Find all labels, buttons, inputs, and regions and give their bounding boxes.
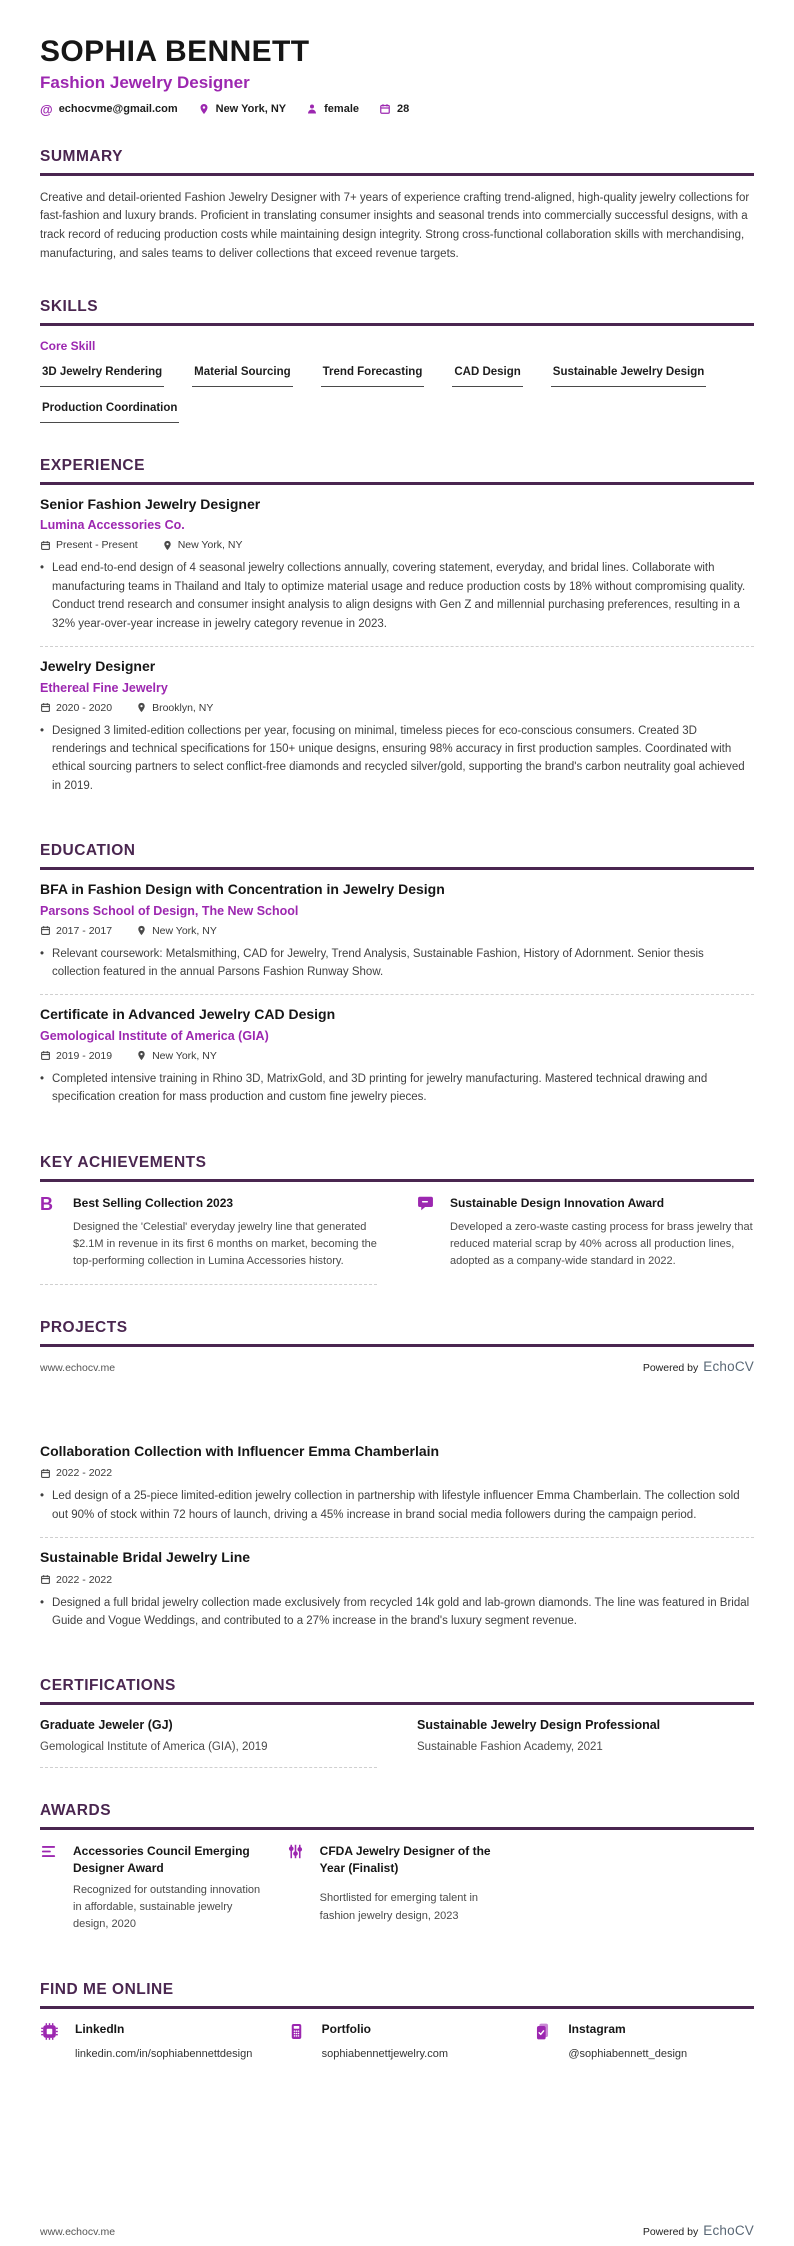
projects-heading: PROJECTS (40, 1319, 754, 1347)
online-link-label[interactable]: Instagram (568, 2021, 626, 2036)
education-entry-bullet: • Completed intensive training in Rhino 3D, MatrixGold, and 3D printing for jewelry manufacturing. Mastered technical drawing and specification creation for mass production and custom fine jewelry pieces. (40, 1070, 754, 1107)
experience-entry-title: Jewelry Designer (40, 658, 156, 674)
education-entry-school: Gemological Institute of America (GIA) (40, 1028, 269, 1043)
entry-location: New York, NY (136, 925, 217, 937)
contact-location-text: New York, NY (215, 103, 287, 115)
section-certifications (40, 1677, 754, 1768)
experience-entry-bullet: • Lead end-to-end design of 4 seasonal jewelry collections annually, covering statement, everyday, and bridal lines. Collaborate with manufacturing teams in Thailand and Italy to optimize material usage and reduce production costs by 18% without compromising quality. Conduct trend research and consumer insight analysis to align designs with Gen Z and millennial purchasing preferences, resulting in a 32% year-over-year increase in jewelry category revenue in 2023. (40, 559, 754, 633)
certifications-heading: CERTIFICATIONS (40, 1677, 754, 1705)
calendar-icon (40, 925, 51, 936)
education-entry-title: Certificate in Advanced Jewelry CAD Design (40, 1006, 336, 1023)
section-skills (40, 298, 754, 423)
award-title: CFDA Jewelry Designer of the Year (Finalist) (319, 1844, 491, 1875)
skill-chip: Sustainable Jewelry Design (551, 366, 706, 387)
project-entry-meta (40, 1467, 754, 1479)
award-text: Recognized for outstanding innovation in affordable, sustainable jewelry design, 2020 (73, 1883, 261, 1931)
online-link-label[interactable]: LinkedIn (75, 2021, 125, 2036)
sliders-icon (287, 1843, 311, 1860)
skills-group-label: Core Skill (40, 338, 96, 353)
project-entry-title: Sustainable Bridal Jewelry Line (40, 1549, 251, 1566)
location-icon (198, 103, 210, 115)
summary-heading: SUMMARY (40, 148, 754, 176)
awards-grid (40, 1830, 754, 1947)
awards-heading: AWARDS (40, 1802, 754, 1830)
contact-email[interactable] (40, 103, 178, 116)
candidate-job-title: Fashion Jewelry Designer (40, 72, 250, 92)
contact-gender-text: female (324, 103, 359, 115)
section-key-achievements (40, 1154, 754, 1285)
experience-entry-company: Ethereal Fine Jewelry (40, 680, 168, 695)
online-link-linkedin (40, 2009, 261, 2073)
powered-by-label: Powered by (642, 1361, 699, 1374)
entry-dates: Present - Present (40, 539, 138, 551)
achievement-item (417, 1182, 754, 1285)
experience-entry-meta (40, 702, 754, 714)
chip-icon (40, 2022, 66, 2041)
calendar-icon (379, 103, 391, 115)
contact-age (379, 103, 409, 115)
entry-location: Brooklyn, NY (136, 702, 213, 714)
experience-entry-bullet: • Designed 3 limited-edition collections per year, focusing on minimal, timeless pieces for eco-conscious consumers. Created 3D renderings and technical specifications for 150+ unique designs, ensuring 98% accuracy in first production samples. Coordinated with ethical sourcing partners to select conflict-free diamonds and recycled silver/gold, supporting the brand's carbon neutrality goal achieved in 2019. (40, 722, 754, 796)
online-link-value[interactable]: linkedin.com/in/sophiabennettdesign (75, 2047, 253, 2060)
education-entry-meta (40, 1050, 754, 1062)
contact-location (198, 103, 287, 115)
location-icon (136, 702, 147, 713)
key-achievements-heading: KEY ACHIEVEMENTS (40, 1154, 754, 1182)
at-icon: @ (40, 101, 53, 117)
footer-branding (643, 1359, 754, 1374)
person-icon (306, 103, 318, 115)
award-title: Accessories Council Emerging Designer Award (73, 1844, 250, 1875)
powered-by-label: Powered by (642, 2226, 699, 2238)
contact-row (40, 103, 754, 116)
section-experience (40, 457, 754, 808)
achievement-text: Developed a zero-waste casting process for brass jewelry that reduced material scrap by 40% across all production lines, adopted as a company-wide standard in 2022. (450, 1220, 753, 1268)
bullet-dot: • (40, 724, 45, 737)
online-links-grid (40, 2009, 754, 2073)
certification-item (40, 1705, 377, 1768)
education-entry-title: BFA in Fashion Design with Concentration in Jewelry Design (40, 881, 445, 898)
calendar-icon (40, 1050, 51, 1061)
speech-bubble-icon (417, 1195, 441, 1212)
device-grid-icon (287, 2022, 313, 2041)
education-entry-bullet: • Relevant coursework: Metalsmithing, CAD for Jewelry, Trend Analysis, Sustainable Fashion, History of Adornment. Senior thesis collection featured in the annual Parsons Fashion Runway Show. (40, 945, 754, 982)
online-link-label[interactable]: Portfolio (321, 2021, 371, 2036)
award-item (287, 1830, 508, 1947)
footer-site-link[interactable]: www.echocv.me (40, 1361, 116, 1374)
achievement-title: Sustainable Design Innovation Award (450, 1195, 665, 1210)
project-entry-meta (40, 1574, 754, 1586)
device-check-icon (533, 2022, 559, 2041)
achievement-title: Best Selling Collection 2023 (73, 1195, 234, 1210)
project-entry-bullet: • Led design of a 25-piece limited-edition jewelry collection in partnership with lifestyle influencer Emma Chamberlain. The collection sold out 90% of stock within 72 hours of launch, driving a 45% increase in brand social media followers during the campaign period. (40, 1487, 754, 1524)
calendar-icon (40, 1468, 51, 1479)
award-text: Shortlisted for emerging talent in fashion jewelry design, 2023 (319, 1892, 479, 1922)
certification-item (417, 1705, 754, 1768)
skill-chip: Production Coordination (40, 402, 179, 423)
experience-heading: EXPERIENCE (40, 457, 754, 485)
key-achievements-grid (40, 1182, 754, 1285)
header (40, 36, 754, 116)
skill-chip: CAD Design (452, 366, 522, 387)
certifications-grid (40, 1705, 754, 1768)
skills-heading: SKILLS (40, 298, 754, 326)
page-break-footer (40, 1359, 754, 1374)
location-icon (136, 925, 147, 936)
experience-entry (40, 485, 754, 647)
calendar-icon (40, 540, 51, 551)
location-icon (162, 540, 173, 551)
certification-issuer: Gemological Institute of America (GIA), 2019 (40, 1741, 268, 1754)
online-link-value[interactable]: @sophiabennett_design (568, 2047, 688, 2060)
list-lines-icon (40, 1843, 64, 1860)
certification-issuer: Sustainable Fashion Academy, 2021 (417, 1741, 603, 1754)
bottom-page-footer (40, 2223, 754, 2238)
find-me-online-heading: FIND ME ONLINE (40, 1981, 754, 2009)
contact-age-text: 28 (397, 103, 410, 115)
contact-email-text: echocvme@gmail.com (58, 103, 178, 115)
calendar-icon (40, 1574, 51, 1585)
award-item (40, 1830, 261, 1947)
skill-chip: 3D Jewelry Rendering (40, 366, 164, 387)
location-icon (136, 1050, 147, 1061)
project-entry (40, 1432, 754, 1538)
experience-entry-meta (40, 539, 754, 551)
section-projects (40, 1319, 754, 1644)
education-entry-school: Parsons School of Design, The New School (40, 903, 299, 918)
project-entry (40, 1538, 754, 1643)
footer-branding (643, 2223, 754, 2238)
footer-site-link[interactable]: www.echocv.me (40, 2226, 116, 2238)
skill-chip: Trend Forecasting (321, 366, 425, 387)
entry-dates: 2022 - 2022 (40, 1467, 112, 1479)
projects-body (40, 1432, 754, 1644)
section-find-me-online (40, 1981, 754, 2073)
experience-entry-company: Lumina Accessories Co. (40, 518, 185, 533)
education-entry (40, 870, 754, 995)
online-link-portfolio (287, 2009, 508, 2073)
bullet-dot: • (40, 1072, 45, 1085)
letter-b-icon: B (40, 1193, 53, 1214)
summary-text: Creative and detail-oriented Fashion Jewelry Designer with 7+ years of experience crafting trend-aligned, high-quality jewelry collections for fast-fashion and luxury brands. Proficient in translating consumer insights and seasonal trends into commercially successful designs, with a track record of reducing production costs while maintaining design integrity. Strong cross-functional collaboration skills with merchandising, manufacturing, and sales teams to deliver collections that exceed revenue targets. (40, 191, 750, 261)
bullet-dot: • (40, 947, 45, 960)
certification-title: Sustainable Jewelry Design Professional (417, 1718, 661, 1733)
education-heading: EDUCATION (40, 842, 754, 870)
candidate-name: SOPHIA BENNETT (40, 35, 310, 68)
entry-location: New York, NY (162, 539, 243, 551)
online-link-value[interactable]: sophiabennettjewelry.com (321, 2047, 449, 2060)
entry-dates: 2017 - 2017 (40, 925, 112, 937)
bullet-dot: • (40, 1490, 45, 1503)
echocv-brand[interactable]: EchoCV (703, 2223, 754, 2238)
bullet-dot: • (40, 562, 45, 575)
certification-title: Graduate Jeweler (GJ) (40, 1718, 173, 1733)
awards-grid-spacer (533, 1830, 754, 1947)
experience-entry-title: Senior Fashion Jewelry Designer (40, 495, 261, 512)
calendar-icon (40, 702, 51, 713)
education-entry (40, 995, 754, 1119)
entry-dates: 2020 - 2020 (40, 702, 112, 714)
education-entry-meta (40, 925, 754, 937)
entry-location: New York, NY (136, 1050, 217, 1062)
section-summary (40, 148, 754, 264)
echocv-brand[interactable]: EchoCV (703, 1358, 754, 1374)
skills-list (40, 366, 754, 423)
contact-gender (306, 103, 359, 115)
entry-dates: 2022 - 2022 (40, 1574, 112, 1586)
experience-entry (40, 647, 754, 808)
online-link-instagram (533, 2009, 754, 2073)
skill-chip: Material Sourcing (192, 366, 293, 387)
project-entry-bullet: • Designed a full bridal jewelry collection made exclusively from recycled 14k gold and lab-grown diamonds. The line was featured in Bridal Guide and Vogue Weddings, and contributed to a 27% increase in the brand's luxury segment revenue. (40, 1594, 754, 1631)
section-education (40, 842, 754, 1120)
entry-dates: 2019 - 2019 (40, 1050, 112, 1062)
bullet-dot: • (40, 1596, 45, 1609)
project-entry-title: Collaboration Collection with Influencer Emma Chamberlain (40, 1442, 440, 1459)
section-awards (40, 1802, 754, 1947)
achievement-text: Designed the 'Celestial' everyday jewelry line that generated $2.1M in revenue in its first 6 months on market, becoming the top-performing collection in Lumina Accessories history. (73, 1220, 377, 1268)
achievement-item (40, 1182, 377, 1285)
